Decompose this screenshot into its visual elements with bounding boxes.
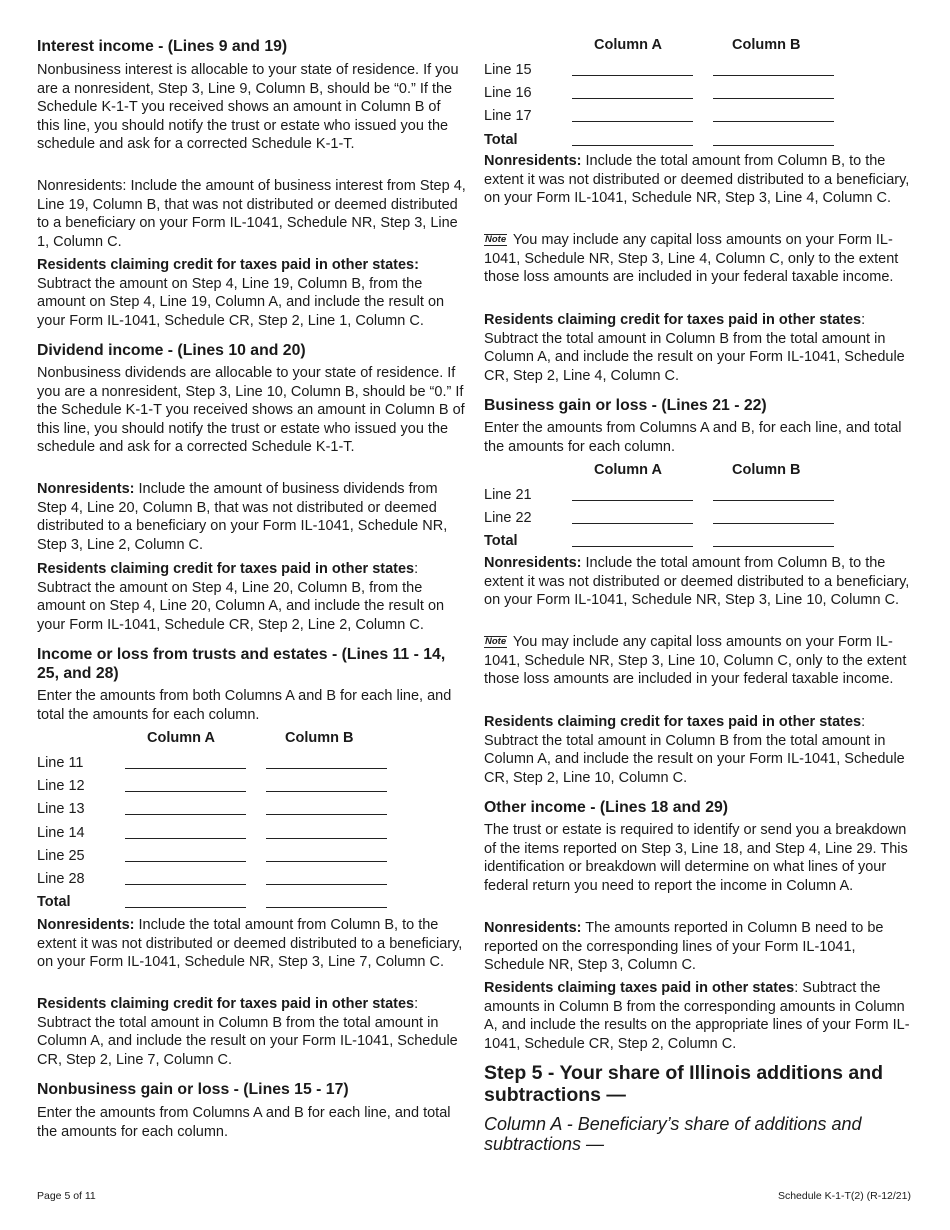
column-a-header: Column A — [594, 462, 662, 478]
table-row — [37, 752, 397, 775]
table-row — [37, 845, 397, 868]
trusts-table-header — [37, 730, 397, 752]
interest-paragraph-2: Nonresidents: Include the amount of business interest from Step 4, Line 19, Column B, that was not distributed or deemed distributed to a beneficiary on your Form IL-1041, Schedule NR, Step 3, Line 1, Column C. — [37, 178, 466, 250]
table-row — [37, 798, 397, 821]
dividend-p3-text: : Subtract the amount on Step 4, Line 20, Column B, from the amount on Step 4, Line 20, Column A, and include the result on your Form IL-1041, Schedule CR, Step 2, Line 2, Column C. — [37, 561, 445, 633]
dividend-p2-text: Include the amount of business dividends from Step 4, Line 20, Column B, that was not distributed or deemed distributed to a beneficiary on your Form IL-1041, Schedule NR, Step 3, Line 2, Column C. — [37, 481, 448, 553]
business-note — [484, 633, 916, 689]
column-a-blank — [572, 145, 693, 146]
row-label: Line 13 — [37, 801, 85, 818]
dividend-paragraph-3 — [37, 560, 467, 634]
table-total-row — [484, 129, 844, 152]
column-b-blank — [713, 523, 834, 524]
column-b-blank — [266, 907, 387, 908]
step5-subheading: Column A - Beneficiary’s share of additions and subtractions — — [484, 1114, 862, 1154]
other-nonresidents-text: The amounts reported in Column B need to be reported on the corresponding lines of your Form IL-1041, Schedule NR, Step 3, Column C. — [484, 920, 884, 974]
note-icon: Note — [485, 234, 507, 245]
form-id: Schedule K-1-T(2) (R-12/21) — [777, 1190, 911, 1202]
dividend-p2-bold: Nonresidents: — [37, 481, 135, 497]
table-total-row — [484, 530, 844, 553]
trusts-p2-text: Include the total amount from Column B, to the extent it was not distributed or deemed distributed to a beneficiary, on your Form IL-1041, Schedule NR, Step 3, Line 7, Column C. — [37, 917, 463, 971]
total-label: Total — [484, 533, 518, 550]
row-label: Line 16 — [484, 85, 532, 102]
other-paragraph-1: The trust or estate is required to identify or send you a breakdown of the items reported on Step 3, Line 18, and Step 4, Line 29. This identification or breakdown will determine on what lines of your federal return you need to report the income in Column A. — [484, 822, 908, 894]
trusts-table — [37, 730, 397, 914]
business-residents-text: : Subtract the total amount in Column B from the total amount in Column A, and include the result on your Form IL-1041, Schedule CR, Step 2, Line 10, Column C. — [484, 714, 905, 786]
column-a-blank — [125, 791, 246, 792]
table-row — [484, 82, 844, 105]
column-a-blank — [572, 98, 693, 99]
interest-p3-text: Subtract the amount on Step 4, Line 19, Column B, from the amount on Step 4, Line 19, Column A, and include the result on your Form IL-1041, Schedule CR, Step 2, Line 1, Column C. — [37, 275, 445, 329]
other-residents — [484, 979, 916, 1053]
table-row — [37, 775, 397, 798]
trusts-paragraph-1: Enter the amounts from both Columns A and B for each line, and total the amounts for each column. — [37, 688, 452, 723]
row-label: Line 25 — [37, 847, 85, 864]
row-label: Line 21 — [484, 487, 532, 503]
column-b-blank — [713, 75, 834, 76]
page-number: Page 5 of 11 — [37, 1190, 96, 1202]
other-heading: Other income - (Lines 18 and 29) — [484, 799, 729, 816]
interest-p3-bold: Residents claiming credit for taxes paid in other states: — [37, 257, 419, 273]
column-a-blank — [125, 907, 246, 908]
nonbusiness-table — [484, 37, 844, 152]
column-b-blank — [713, 145, 834, 146]
trusts-heading: Income or loss from trusts and estates - (Lines 11 - 14, 25, and 28) — [37, 646, 446, 682]
total-label: Total — [484, 131, 518, 148]
column-a-blank — [572, 500, 693, 501]
column-b-blank — [266, 768, 387, 769]
column-b-blank — [713, 121, 834, 122]
step5-heading: Step 5 - Your share of Illinois additions and subtractions — — [484, 1062, 884, 1106]
column-a-blank — [125, 884, 246, 885]
note-icon: Note — [485, 636, 507, 647]
nonbusiness-table-header — [484, 37, 844, 59]
column-b-header: Column B — [732, 462, 801, 478]
table-total-row — [37, 891, 397, 914]
column-b-header: Column B — [285, 730, 354, 746]
column-b-blank — [266, 884, 387, 885]
table-row — [484, 59, 844, 82]
column-b-header: Column B — [732, 37, 801, 53]
table-row — [37, 822, 397, 845]
row-label: Line 15 — [484, 62, 532, 78]
other-nonresidents — [484, 919, 916, 975]
table-row — [37, 868, 397, 891]
other-residents-text: : Subtract the amounts in Column B from the corresponding amounts in Column A, and include the results on the appropriate lines of your Form IL-1041, Schedule CR, Step 2, Column C. — [484, 980, 910, 1052]
business-table — [484, 462, 844, 554]
column-a-blank — [125, 838, 246, 839]
nonbusiness-residents-text: : Subtract the total amount in Column B from the total amount in Column A, and include the result on your Form IL-1041, Schedule CR, Step 2, Line 4, Column C. — [484, 312, 905, 384]
total-label: Total — [37, 894, 71, 911]
dividend-p3-bold: Residents claiming credit for taxes paid in other states — [37, 561, 415, 577]
nonbusiness-residents — [484, 311, 916, 385]
business-nonresidents-bold: Nonresidents: — [484, 555, 582, 571]
table-row — [484, 484, 844, 507]
column-a-blank — [572, 121, 693, 122]
nonbusiness-paragraph-1: Enter the amounts from Columns A and B for each line, and total the amounts for each column. — [37, 1105, 451, 1140]
business-heading: Business gain or loss - (Lines 21 - 22) — [484, 397, 767, 414]
other-nonresidents-bold: Nonresidents: — [484, 920, 582, 936]
interest-paragraph-3 — [37, 256, 467, 330]
table-row — [484, 507, 844, 530]
interest-heading: Interest income - (Lines 9 and 19) — [37, 38, 288, 55]
column-b-blank — [266, 814, 387, 815]
business-nonresidents-text: Include the total amount from Column B, to the extent it was not distributed or deemed distributed to a beneficiary, on your Form IL-1041, Schedule NR, Step 3, Line 10, Column C. — [484, 555, 910, 609]
nonbusiness-heading: Nonbusiness gain or loss - (Lines 15 - 17) — [37, 1081, 349, 1098]
column-b-blank — [266, 838, 387, 839]
row-label: Line 14 — [37, 824, 85, 841]
trusts-p3-text: : Subtract the total amount in Column B from the total amount in Column A, and include the result on your Form IL-1041, Schedule CR, Step 2, Line 7, Column C. — [37, 996, 458, 1068]
column-b-blank — [713, 500, 834, 501]
nonbusiness-nonresidents — [484, 152, 916, 208]
nonbusiness-note-text: You may include any capital loss amounts on your Form IL-1041, Schedule NR, Step 3, Line 4, Column C, only to the extent those loss amounts are included in your federal taxable income. — [484, 232, 899, 286]
nonbusiness-nonresidents-bold: Nonresidents: — [484, 153, 582, 169]
row-label: Line 12 — [37, 778, 85, 795]
trusts-p3-bold: Residents claiming credit for taxes paid in other states — [37, 996, 415, 1012]
row-label: Line 11 — [37, 755, 84, 771]
interest-paragraph-1: Nonbusiness interest is allocable to your state of residence. If you are a nonresident, Step 3, Line 9, Column B, should be “0.” If the Schedule K-1-T you received shows an amount in Column B of this line, you should notify the trust or estate who issued you the schedule and ask for a corrected Schedule K-1-T. — [37, 62, 459, 153]
dividend-paragraph-2 — [37, 480, 467, 554]
table-row — [484, 105, 844, 128]
trusts-paragraph-2 — [37, 916, 467, 972]
column-a-blank — [572, 75, 693, 76]
column-a-blank — [572, 546, 693, 547]
column-b-blank — [713, 98, 834, 99]
row-label: Line 22 — [484, 510, 532, 527]
column-a-blank — [125, 768, 246, 769]
business-table-header — [484, 462, 844, 484]
business-paragraph-1: Enter the amounts from Columns A and B, for each line, and total the amounts for each column. — [484, 420, 902, 455]
column-a-header: Column A — [594, 37, 662, 53]
trusts-paragraph-3 — [37, 995, 467, 1069]
dividend-heading: Dividend income - (Lines 10 and 20) — [37, 342, 306, 359]
nonbusiness-nonresidents-text: Include the total amount from Column B, to the extent it was not distributed or deemed distributed to a beneficiary, on your Form IL-1041, Schedule NR, Step 3, Line 4, Column C. — [484, 153, 910, 207]
business-residents-bold: Residents claiming credit for taxes paid in other states — [484, 714, 862, 730]
dividend-paragraph-1: Nonbusiness dividends are allocable to your state of residence. If you are a nonresident, Step 3, Line 10, Column B, should be “0.” If the Schedule K-1-T you received shows an amount in Column B of this line, you should notify the trust or estate who issued you the schedule and ask for a corrected Schedule K-1-T. — [37, 365, 465, 456]
other-residents-bold: Residents claiming taxes paid in other states — [484, 980, 795, 996]
column-b-blank — [266, 791, 387, 792]
column-a-blank — [125, 814, 246, 815]
column-a-header: Column A — [147, 730, 215, 746]
nonbusiness-note — [484, 231, 916, 287]
nonbusiness-residents-bold: Residents claiming credit for taxes paid in other states — [484, 312, 862, 328]
row-label: Line 17 — [484, 108, 532, 125]
business-nonresidents — [484, 554, 916, 610]
column-a-blank — [125, 861, 246, 862]
business-note-text: You may include any capital loss amounts on your Form IL-1041, Schedule NR, Step 3, Line 10, Column C, only to the extent those loss amounts are included in your federal taxable income. — [484, 634, 907, 688]
business-residents — [484, 713, 916, 787]
trusts-p2-bold: Nonresidents: — [37, 917, 135, 933]
row-label: Line 28 — [37, 870, 85, 887]
column-a-blank — [572, 523, 693, 524]
column-b-blank — [266, 861, 387, 862]
column-b-blank — [713, 546, 834, 547]
